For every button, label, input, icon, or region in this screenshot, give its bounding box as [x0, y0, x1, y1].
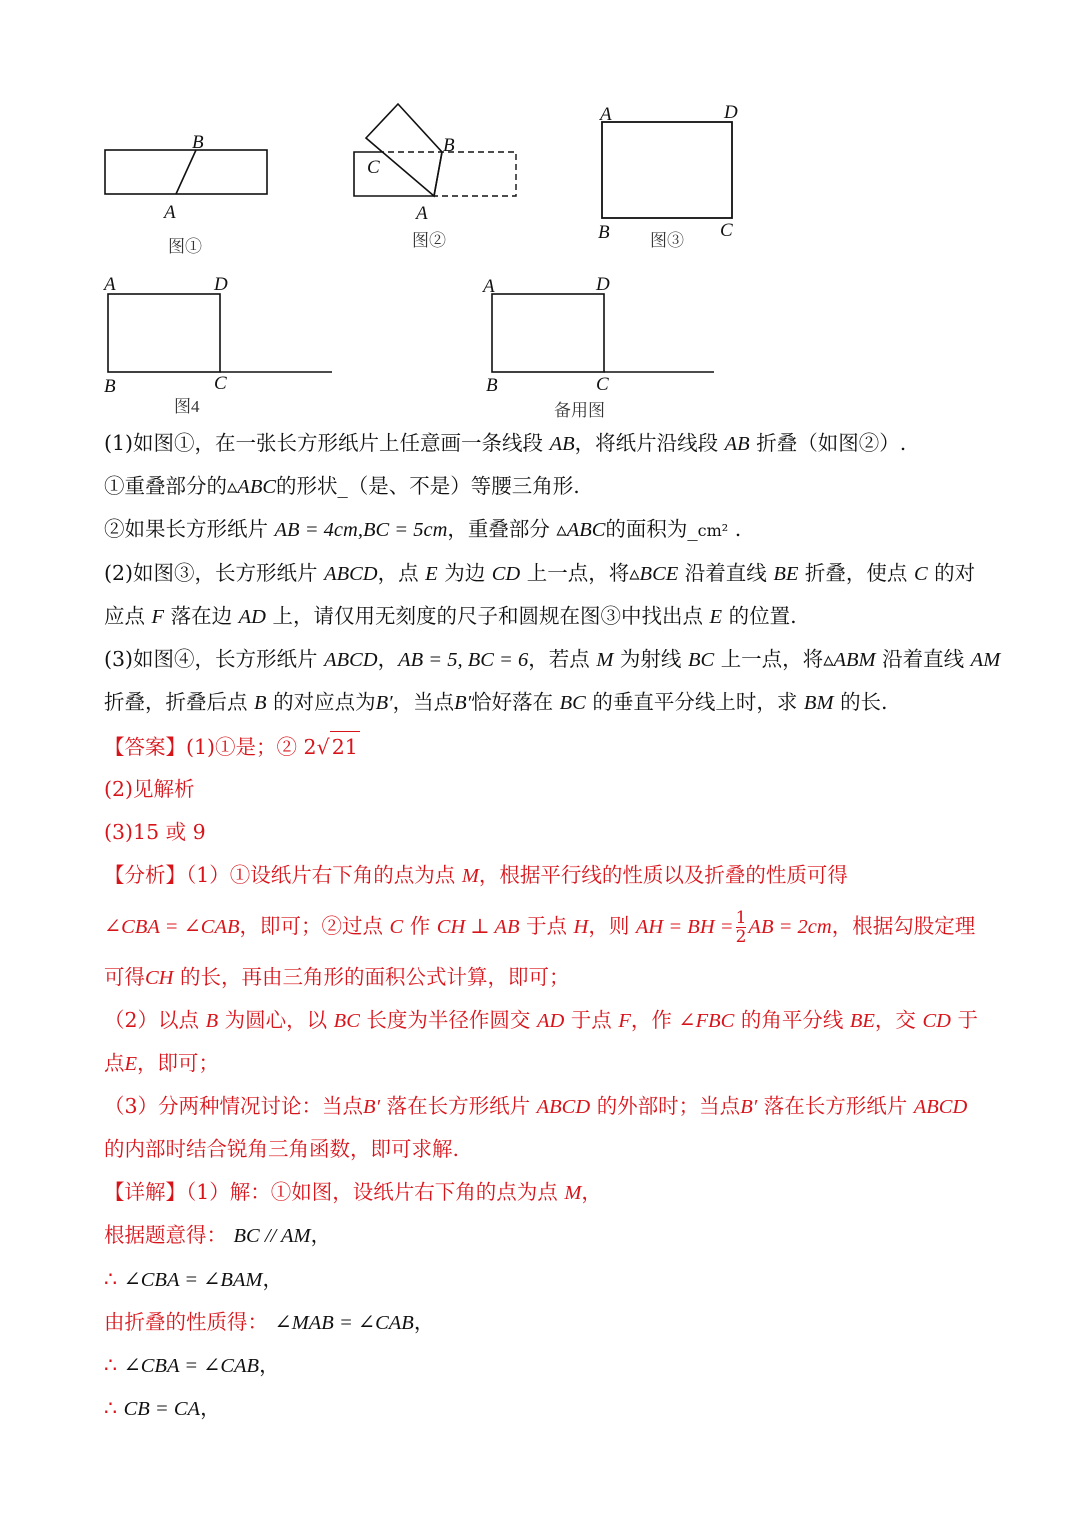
- fig4-rectangle: [108, 294, 220, 372]
- spare-label-d: D: [596, 274, 610, 295]
- fig3-label-a: A: [600, 104, 612, 125]
- answer-line-2: (2)见解析: [104, 777, 195, 801]
- question-2-line-2: 应点 F 落在边 AD 上，请仅用无刻度的尺子和圆规在图③中找出点 E 的位置.: [104, 604, 797, 628]
- detail-line-2: 根据题意得： BC // AM，: [104, 1223, 332, 1247]
- spare-label-c: C: [596, 374, 609, 395]
- fig2-dashed-outline: [378, 152, 516, 196]
- question-1-2-line: ②如果长方形纸片 AB = 4cm,BC = 5cm，重叠部分 ▵ABC的面积为_cm² .: [104, 517, 742, 541]
- analysis-line-7: 的内部时结合锐角三角函数，即可求解.: [104, 1137, 460, 1161]
- question-1-1-line: ①重叠部分的▵ABC的形状_（是、不是）等腰三角形.: [104, 474, 580, 498]
- figure-3: [590, 100, 750, 260]
- fig2-label-a: A: [416, 203, 428, 224]
- detail-line-6: ∴ CB = CA，: [104, 1396, 221, 1420]
- spare-caption: 备用图: [554, 401, 605, 420]
- question-3-line: (3)如图④，长方形纸片 ABCD，AB = 5, BC = 6，若点 M 为射线 BC 上一点，将▵ABM 沿着直线 AM: [104, 647, 1001, 671]
- spare-rectangle: [492, 294, 604, 372]
- spare-label-a: A: [483, 276, 495, 297]
- analysis-tag: 【分析】: [104, 863, 186, 887]
- figure-1: [96, 128, 286, 258]
- fig3-caption: 图③: [650, 231, 684, 250]
- fig1-caption: 图①: [168, 237, 202, 256]
- fig3-label-c: C: [720, 220, 733, 241]
- fig2-label-c: C: [367, 157, 380, 178]
- fig1-label-a: A: [164, 202, 176, 223]
- detail-line-5: ∴ ∠CBA = ∠CAB，: [104, 1353, 280, 1377]
- detail-line-4: 由折叠的性质得： ∠MAB = ∠CAB，: [104, 1310, 435, 1334]
- analysis-line-4: （2）以点 B 为圆心，以 BC 长度为半径作圆交 AD 于点 F，作 ∠FBC 的角平分线 BE，交 CD 于: [104, 1008, 978, 1032]
- fig2-caption: 图②: [412, 231, 446, 250]
- fig4-caption: 图4: [174, 397, 200, 416]
- answer-tag: 【答案】: [104, 735, 186, 759]
- question-2-line: (2)如图③，长方形纸片 ABCD，点 E 为边 CD 上一点，将▵BCE 沿着直线 BE 折叠，使点 C 的对: [104, 561, 976, 585]
- fig3-label-b: B: [598, 222, 610, 243]
- detail-tag: 【详解】: [104, 1180, 186, 1204]
- answer-line-1: 【答案】(1)①是；② 2√21: [104, 731, 360, 762]
- figure-4: [96, 270, 336, 420]
- fraction-one-half: $\frac{1}{2}$: [735, 908, 747, 947]
- analysis-line-5: 点E，即可；: [104, 1051, 220, 1075]
- figure-spare: [480, 270, 720, 430]
- fig4-label-d: D: [214, 274, 228, 295]
- spare-label-b: B: [486, 375, 498, 396]
- analysis-line-1: 【分析】（1）①设纸片右下角的点为点 M，根据平行线的性质以及折叠的性质可得: [104, 863, 848, 887]
- detail-line-3: ∴ ∠CBA = ∠BAM，: [104, 1267, 283, 1291]
- analysis-line-3: 可得CH 的长，再由三角形的面积公式计算，即可；: [104, 965, 570, 989]
- fig4-label-c: C: [214, 373, 227, 394]
- answer-line-3: (3)15 或 9: [104, 820, 206, 844]
- fig2-label-b: B: [443, 135, 455, 156]
- fig4-label-b: B: [104, 376, 116, 397]
- fig3-label-d: D: [724, 102, 738, 123]
- detail-line-1: 【详解】（1）解：①如图，设纸片右下角的点为点 M，: [104, 1180, 602, 1204]
- fig3-rectangle: [602, 122, 732, 218]
- fig1-label-b: B: [192, 132, 204, 153]
- analysis-line-2: ∠CBA = ∠CAB，即可；②过点 C 作 CH ⊥ AB 于点 H，则 AH = BH = $\frac{1}{2}$ AB = 2cm，根据勾股定理: [104, 908, 976, 947]
- fig4-label-a: A: [104, 274, 116, 295]
- fig2-folded-flap: [366, 104, 442, 196]
- fig1-segment-ab: [176, 150, 196, 194]
- question-1-line: (1)如图①，在一张长方形纸片上任意画一条线段 AB，将纸片沿线段 AB 折叠（如图②）.: [104, 431, 907, 455]
- figure-2: [346, 96, 526, 256]
- analysis-line-6: （3）分两种情况讨论：当点B′ 落在长方形纸片 ABCD 的外部时；当点B′ 落在长方形纸片 ABCD: [104, 1094, 968, 1118]
- question-3-line-2: 折叠，折叠后点 B 的对应点为B′，当点B′恰好落在 BC 的垂直平分线上时，求 BM 的长.: [104, 690, 888, 714]
